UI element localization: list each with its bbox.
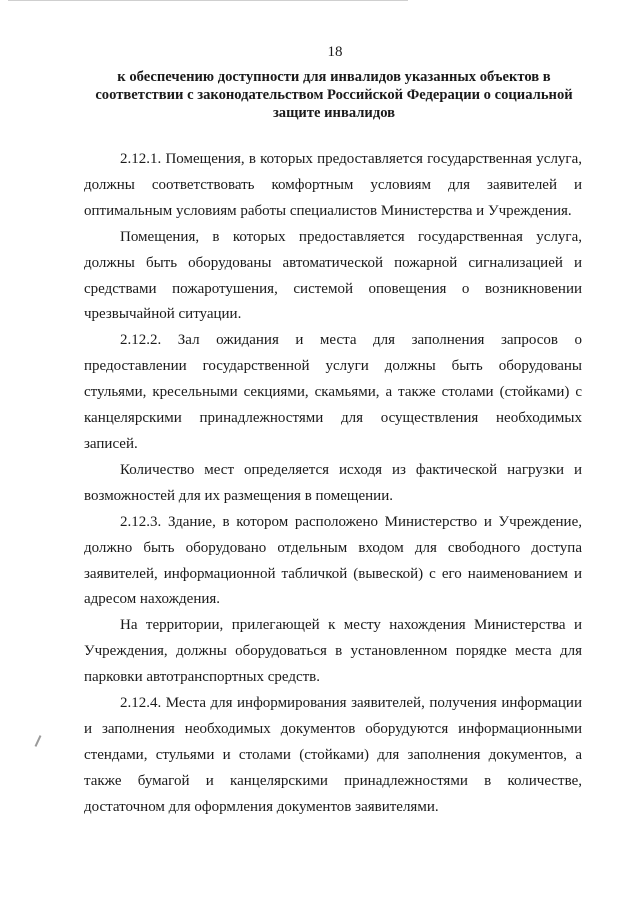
- paragraph-number-of-seats: Количество мест определяется исходя из фактической нагрузки и возможностей для их размещения в помещении.: [84, 461, 582, 504]
- scan-edge-line: [8, 0, 408, 1]
- paragraph-2-12-2: 2.12.2. Зал ожидания и места для заполнения запросов о предоставлении государственной услуги должны быть оборудованы стульями, кресельными секциями, скамьями, а также столами (стойками) с канцелярскими принадлежностями для осуществления необходимых записей.: [84, 332, 582, 452]
- paragraph-2-12-3: 2.12.3. Здание, в котором расположено Министерство и Учреждение, должно быть оборудовано отдельным входом для свободного доступа заявителей, информационной табличкой (вывеской) с его наименованием и адресом нахождения.: [84, 513, 582, 608]
- body-text: [84, 147, 582, 821]
- paragraph-2-12-4: 2.12.4. Места для информирования заявителей, получения информации и заполнения необходимых документов оборудуются информационными стендами, стульями и столами (стойками) для заполнения документов, а также бумагой и канцелярскими принадлежностями в количестве, достаточном для оформления документов заявителями.: [84, 695, 582, 815]
- paragraph-2-12-1: 2.12.1. Помещения, в которых предоставляется государственная услуга, должны соответствовать комфортным условиям для заявителей и оптимальным условиям работы специалистов Министерства и Учреждения.: [84, 151, 582, 219]
- paragraph-parking: На территории, прилегающей к месту нахождения Министерства и Учреждения, должны оборудоваться в установленном порядке места для парковки автотранспортных средств.: [84, 617, 582, 686]
- paragraph-premises-fire-safety: Помещения, в которых предоставляется государственная услуга, должны быть оборудованы автоматической пожарной сигнализацией и средствами пожаротушения, системой оповещения о возникновении чрезвычайной ситуации.: [84, 228, 582, 323]
- section-heading: к обеспечению доступности для инвалидов указанных объектов в соответствии с законодательством Российской Федерации о социальной защите инвалидов: [95, 69, 573, 121]
- page-number: 18: [327, 44, 343, 60]
- scan-stray-mark: [35, 735, 42, 747]
